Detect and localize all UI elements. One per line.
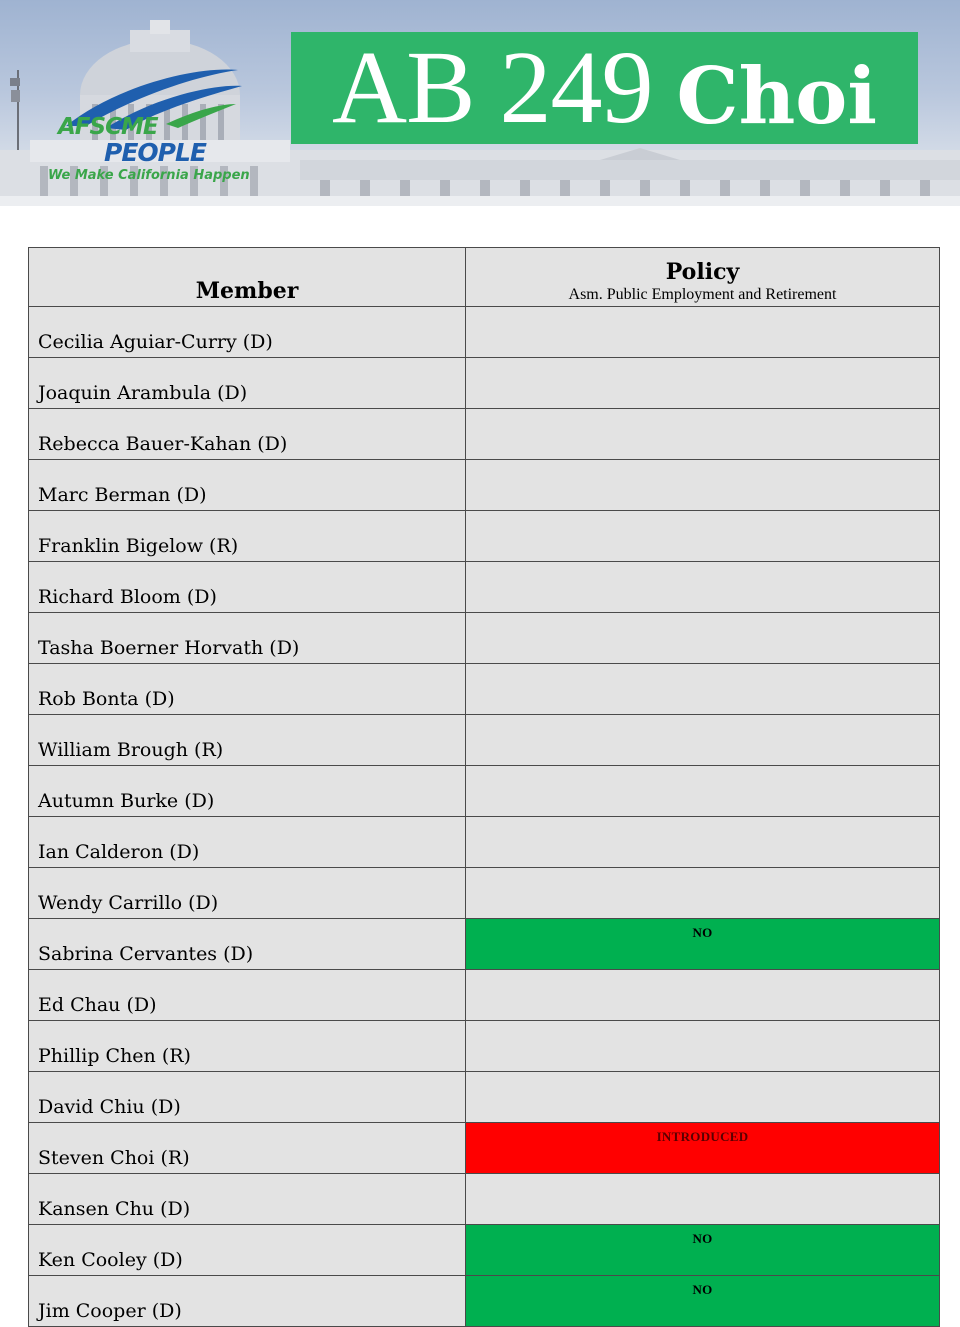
- logo-org-text: AFSCME: [58, 114, 158, 140]
- policy-vote-cell: NO: [466, 919, 940, 970]
- member-name: Autumn Burke (D): [29, 766, 466, 817]
- member-name: Jim Cooper (D): [29, 1276, 466, 1327]
- policy-header-title: Policy: [665, 259, 740, 285]
- member-name: Sabrina Cervantes (D): [29, 919, 466, 970]
- policy-vote-cell: [466, 613, 940, 664]
- policy-vote-cell: INTRODUCED: [466, 1123, 940, 1174]
- policy-vote-cell: NO: [466, 1225, 940, 1276]
- member-column-header: Member: [29, 248, 466, 307]
- policy-column-header: [466, 248, 940, 307]
- table-row: [29, 562, 940, 613]
- table-header-row: [29, 248, 940, 307]
- policy-vote-cell: [466, 1174, 940, 1225]
- policy-vote-cell: [466, 409, 940, 460]
- member-name: Cecilia Aguiar-Curry (D): [29, 307, 466, 358]
- policy-vote-cell: [466, 664, 940, 715]
- bill-author: Choi: [676, 50, 877, 142]
- policy-vote-cell: [466, 817, 940, 868]
- policy-vote-cell: [466, 970, 940, 1021]
- member-name: Ken Cooley (D): [29, 1225, 466, 1276]
- table-row: [29, 511, 940, 562]
- policy-vote-cell: NO: [466, 1276, 940, 1327]
- table-row: [29, 1174, 940, 1225]
- policy-vote-cell: [466, 1021, 940, 1072]
- table-row: [29, 715, 940, 766]
- table-row: [29, 868, 940, 919]
- afscme-people-logo: [46, 66, 286, 196]
- policy-committee-name: Asm. Public Employment and Retirement: [568, 286, 837, 303]
- policy-vote-cell: [466, 511, 940, 562]
- member-name: Phillip Chen (R): [29, 1021, 466, 1072]
- member-name: Ed Chau (D): [29, 970, 466, 1021]
- bill-number: AB 249: [332, 30, 653, 145]
- member-name: Ian Calderon (D): [29, 817, 466, 868]
- table-row: [29, 919, 940, 970]
- table-row: [29, 1021, 940, 1072]
- table-row: [29, 817, 940, 868]
- member-name: David Chiu (D): [29, 1072, 466, 1123]
- table-row: [29, 664, 940, 715]
- policy-vote-cell: [466, 715, 940, 766]
- logo-tagline: We Make California Happen: [48, 168, 250, 183]
- table-row: [29, 460, 940, 511]
- policy-vote-cell: [466, 766, 940, 817]
- vote-table-body: [29, 307, 940, 1327]
- member-name: William Brough (R): [29, 715, 466, 766]
- policy-vote-cell: [466, 562, 940, 613]
- table-row: [29, 1123, 940, 1174]
- member-name: Rob Bonta (D): [29, 664, 466, 715]
- member-name: Steven Choi (R): [29, 1123, 466, 1174]
- table-row: [29, 613, 940, 664]
- member-name: Franklin Bigelow (R): [29, 511, 466, 562]
- policy-vote-cell: [466, 307, 940, 358]
- member-name: Tasha Boerner Horvath (D): [29, 613, 466, 664]
- member-name: Joaquin Arambula (D): [29, 358, 466, 409]
- member-name: Marc Berman (D): [29, 460, 466, 511]
- header-banner: [0, 0, 960, 206]
- policy-vote-cell: [466, 460, 940, 511]
- member-name: Richard Bloom (D): [29, 562, 466, 613]
- table-row: [29, 409, 940, 460]
- member-name: Wendy Carrillo (D): [29, 868, 466, 919]
- policy-vote-cell: [466, 358, 940, 409]
- table-row: [29, 1276, 940, 1327]
- table-row: [29, 766, 940, 817]
- table-row: [29, 1072, 940, 1123]
- table-row: [29, 1225, 940, 1276]
- member-name: Kansen Chu (D): [29, 1174, 466, 1225]
- table-row: [29, 970, 940, 1021]
- policy-vote-cell: [466, 868, 940, 919]
- policy-vote-cell: [466, 1072, 940, 1123]
- member-name: Rebecca Bauer-Kahan (D): [29, 409, 466, 460]
- logo-program-text: PEOPLE: [104, 138, 206, 167]
- table-row: [29, 358, 940, 409]
- table-row: [29, 307, 940, 358]
- vote-table: [28, 247, 940, 1327]
- bill-title-box: [291, 32, 918, 144]
